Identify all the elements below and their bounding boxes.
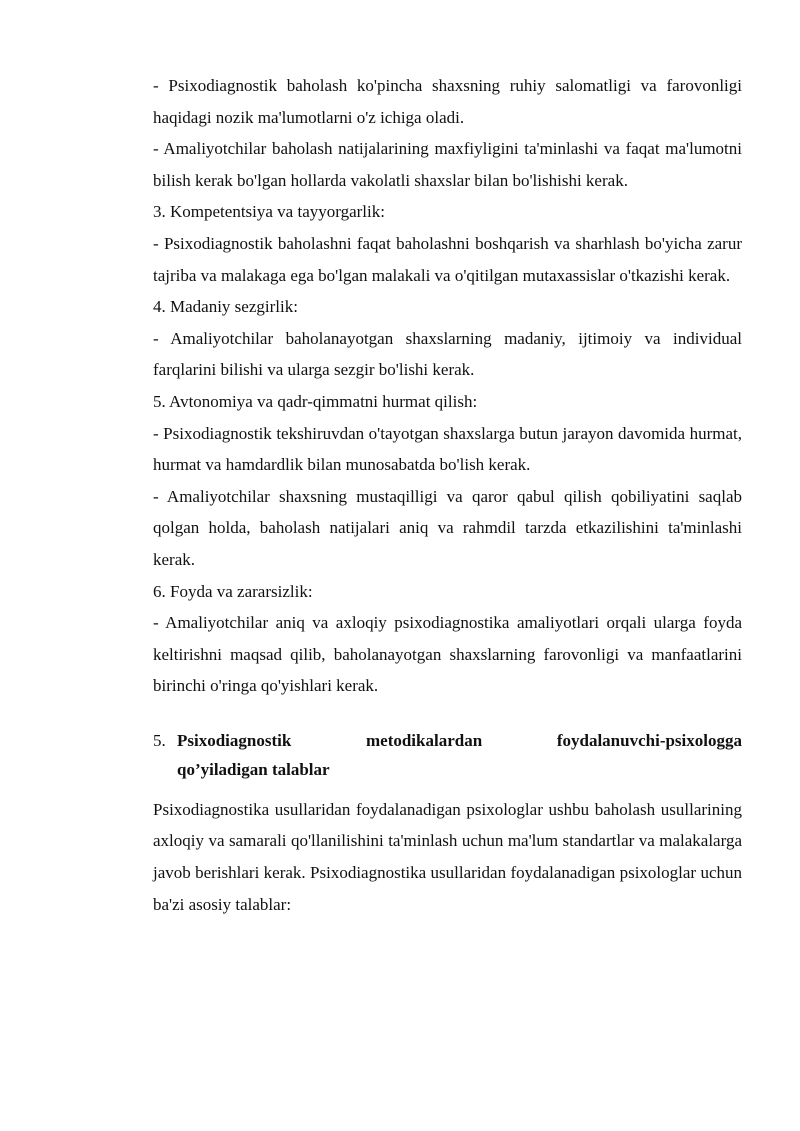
section-title bbox=[177, 726, 742, 784]
paragraph-autonomy-1: - Psixodiagnostik tekshiruvdan o'tayotgan shaxslarga butun jarayon davomida hurmat, hurmat va hamdardlik bilan munosabatda bo'lish kerak. bbox=[153, 423, 742, 475]
paragraph-confidentiality-1: - Psixodiagnostik baholash ko'pincha shaxsning ruhiy salomatligi va farovonligi haqidagi nozik ma'lumotlarni o'z ichiga oladi. bbox=[153, 76, 742, 127]
paragraph-cultural-sensitivity: - Amaliyotchilar baholanayotgan shaxslarning madaniy, ijtimoiy va individual farqlarini bilishi va ularga sezgir bo'lishi kerak. bbox=[153, 328, 742, 380]
paragraph-beneficence: - Amaliyotchilar aniq va axloqiy psixodiagnostika amaliyotlari orqali ularga foyda keltirishni maqsad qilib, baholanayotgan shaxslarning farovonligi va manfaatlarini birinchi o'ringa qo'yishlari kerak. bbox=[153, 613, 742, 696]
item-heading-autonomy: 5. Avtonomiya va qadr-qimmatni hurmat qilish: bbox=[153, 391, 478, 411]
paragraph-competence: - Psixodiagnostik baholashni faqat baholashni boshqarish va sharhlash bo'yicha zarur tajriba va malakaga ega bo'lgan malakali va o'qitilgan mutaxassislar o'tkazishi kerak. bbox=[153, 233, 742, 285]
section-heading bbox=[153, 726, 742, 784]
section-number: 5. bbox=[153, 730, 166, 750]
paragraph-autonomy-2: - Amaliyotchilar shaxsning mustaqilligi va qaror qabul qilish qobiliyatini saqlab qolgan holda, baholash natijalari aniq va rahmdil tarzda etkazilishini ta'minlashi kerak. bbox=[153, 486, 742, 569]
section-title-line-1: Psixodiagnostik metodikalardan foydalanuvchi-psixologga bbox=[177, 730, 742, 750]
section-title-line-2: qo’yiladigan talablar bbox=[177, 759, 330, 779]
document-page bbox=[153, 70, 742, 937]
item-heading-cultural-sensitivity: 4. Madaniy sezgirlik: bbox=[153, 297, 298, 317]
item-heading-beneficence: 6. Foyda va zararsizlik: bbox=[153, 581, 313, 601]
section-body-paragraph: Psixodiagnostika usullaridan foydalanadigan psixologlar ushbu baholash usullarining axloqiy va samarali qo'llanilishini ta'minlash uchun ma'lum standartlar va malakalarga javob berishlari kerak. Psixodiagnostika usullaridan foydalanadigan psixologlar uchun ba'zi asosiy talablar: bbox=[153, 799, 742, 914]
item-heading-competence: 3. Kompetentsiya va tayyorgarlik: bbox=[153, 202, 385, 222]
paragraph-confidentiality-2: - Amaliyotchilar baholash natijalarining maxfiyligini ta'minlashi va faqat ma'lumotni bilish kerak bo'lgan hollarda vakolatli shaxslar bilan bo'lishishi kerak. bbox=[153, 139, 742, 190]
